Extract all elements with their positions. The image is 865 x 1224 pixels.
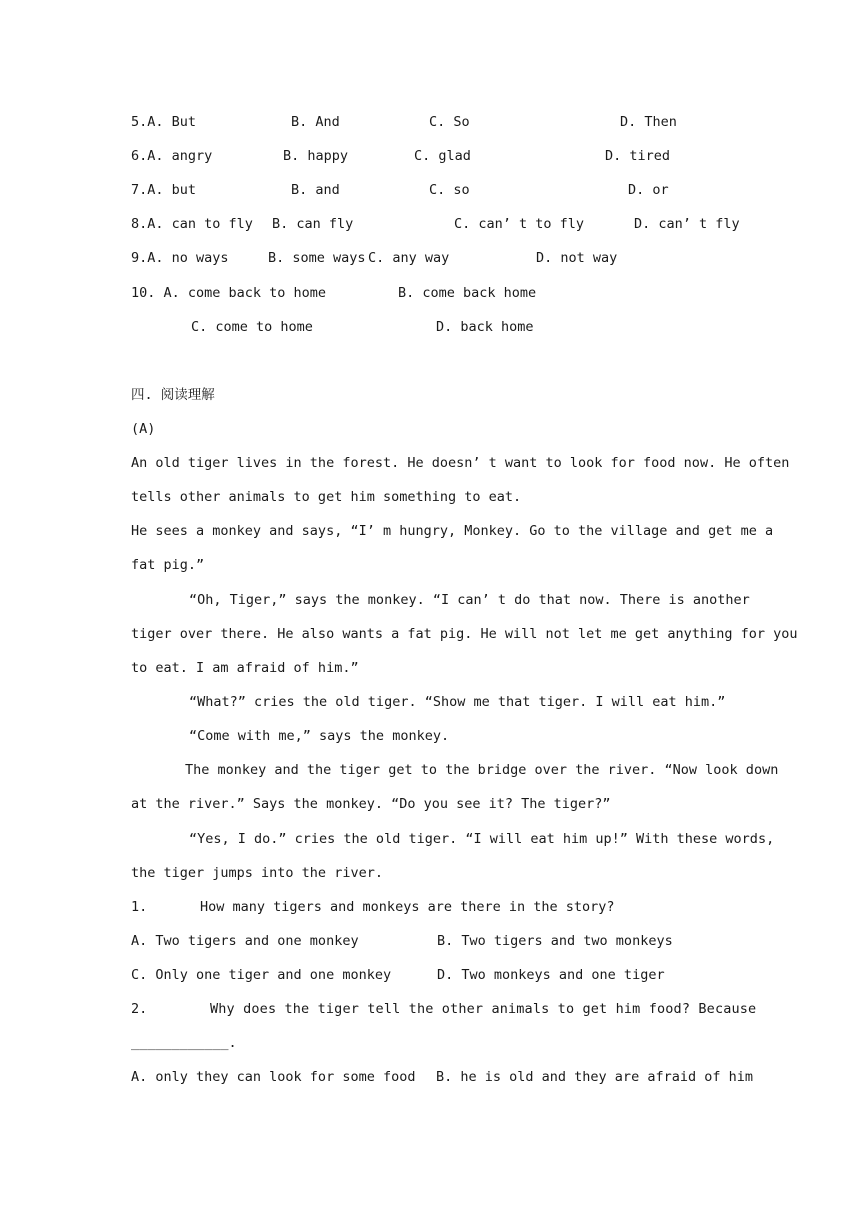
choice-9-a: 9.A. no ways	[131, 250, 229, 266]
question-2-blank: ____________.	[131, 1035, 237, 1051]
choice-8-d: D. can’ t fly	[634, 216, 740, 232]
choice-9-b: B. some ways	[268, 250, 366, 266]
choice-7-d: D. or	[628, 182, 669, 198]
choice-5-a: 5.A. But	[131, 114, 197, 130]
choice-10-c: C. come to home	[191, 319, 313, 335]
choice-6-b: B. happy	[283, 148, 349, 164]
choice-5-c: C. So	[429, 114, 470, 130]
question-1-text: How many tigers and monkeys are there in the story?	[200, 899, 615, 915]
question-1-option-d: D. Two monkeys and one tiger	[437, 967, 665, 983]
passage-line: the tiger jumps into the river.	[131, 865, 383, 881]
passage-line: “Yes, I do.” cries the old tiger. “I will eat him up!” With these words,	[189, 831, 775, 847]
choice-8-c: C. can’ t to fly	[454, 216, 585, 232]
choice-7-c: C. so	[429, 182, 470, 198]
choice-5-b: B. And	[291, 114, 340, 130]
choice-6-d: D. tired	[605, 148, 671, 164]
choice-8-a: 8.A. can to fly	[131, 216, 253, 232]
choice-9-d: D. not way	[536, 250, 618, 266]
passage-line: “Oh, Tiger,” says the monkey. “I can’ t do that now. There is another	[189, 592, 750, 608]
passage-line: to eat. I am afraid of him.”	[131, 660, 359, 676]
passage-line: tells other animals to get him something to eat.	[131, 489, 522, 505]
question-2-option-a: A. only they can look for some food	[131, 1069, 416, 1085]
choice-5-d: D. Then	[620, 114, 677, 130]
section-title: 四. 阅读理解	[131, 387, 215, 403]
question-2-option-b: B. he is old and they are afraid of him	[436, 1069, 753, 1085]
passage-line: “Come with me,” says the monkey.	[189, 728, 450, 744]
passage-line: The monkey and the tiger get to the bridge over the river. “Now look down	[185, 762, 779, 778]
part-label: (A)	[131, 421, 156, 437]
choice-10-d: D. back home	[436, 319, 534, 335]
choice-7-a: 7.A. but	[131, 182, 197, 198]
passage-line: He sees a monkey and says, “I’ m hungry, Monkey. Go to the village and get me a	[131, 523, 774, 539]
question-1-number: 1.	[131, 899, 148, 915]
question-2-number: 2.	[131, 1001, 148, 1017]
passage-line: fat pig.”	[131, 557, 205, 573]
choice-10-b: B. come back home	[398, 285, 537, 301]
question-1-option-c: C. Only one tiger and one monkey	[131, 967, 392, 983]
passage-line: at the river.” Says the monkey. “Do you see it? The tiger?”	[131, 796, 611, 812]
question-1-option-a: A. Two tigers and one monkey	[131, 933, 359, 949]
choice-6-a: 6.A. angry	[131, 148, 213, 164]
choice-10-a: 10. A. come back to home	[131, 285, 327, 301]
passage-line: tiger over there. He also wants a fat pig. He will not let me get anything for you	[131, 626, 798, 642]
choice-7-b: B. and	[291, 182, 340, 198]
question-2-text: Why does the tiger tell the other animals to get him food? Because	[210, 1001, 757, 1017]
choice-6-c: C. glad	[414, 148, 471, 164]
passage-line: An old tiger lives in the forest. He doesn’ t want to look for food now. He often	[131, 455, 790, 471]
choice-8-b: B. can fly	[272, 216, 354, 232]
passage-line: “What?” cries the old tiger. “Show me that tiger. I will eat him.”	[189, 694, 726, 710]
question-1-option-b: B. Two tigers and two monkeys	[437, 933, 673, 949]
choice-9-c: C. any way	[368, 250, 450, 266]
